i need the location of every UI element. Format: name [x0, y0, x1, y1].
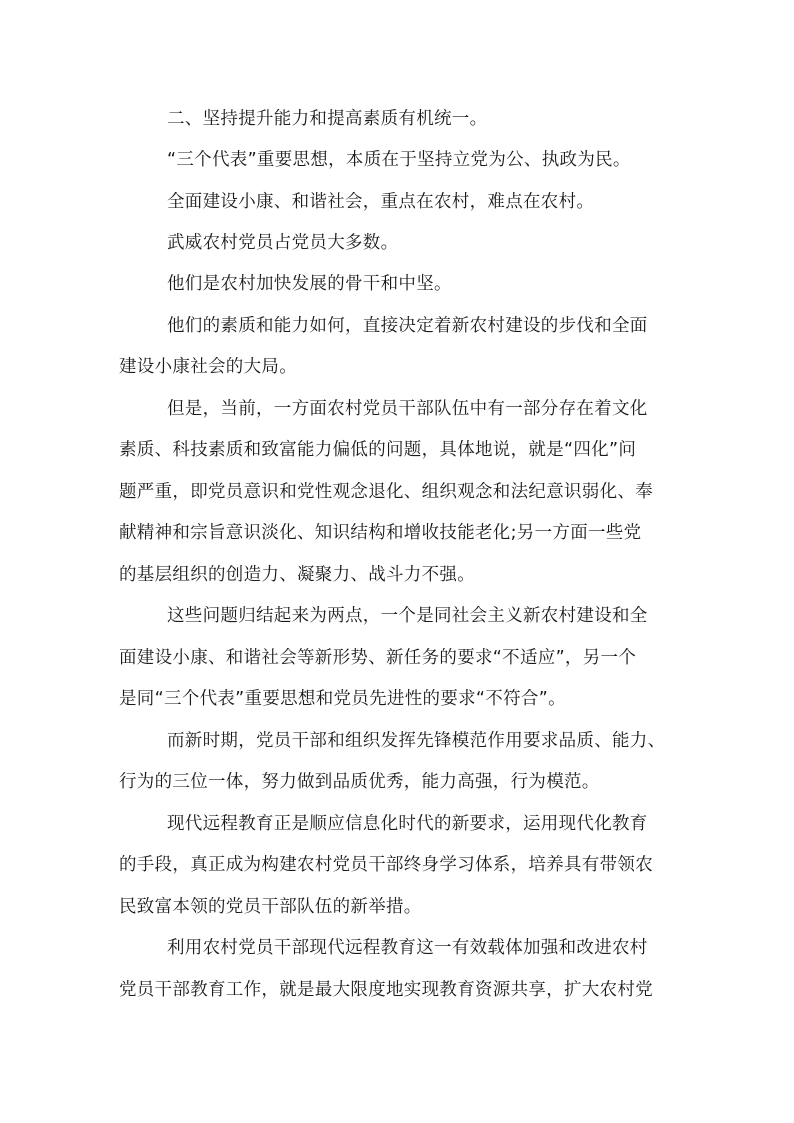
text-line: 题严重，即党员意识和党性观念退化、组织观念和法纪意识弱化、奉: [119, 482, 653, 502]
text-line: 而新时期，党员干部和组织发挥先锋模范作用要求品质、能力、: [167, 731, 666, 751]
section-heading: 二、坚持提升能力和提高素质有机统一。: [167, 109, 488, 129]
text-line: 但是，当前，一方面农村党员干部队伍中有一部分存在着文化: [167, 399, 648, 419]
text-line: 献精神和宗旨意识淡化、知识结构和增收技能老化;另一方面一些党: [119, 523, 642, 543]
text-line: 素质、科技素质和致富能力偏低的问题，具体地说，就是“四化”问: [119, 440, 637, 460]
text-line: 面建设小康、和谐社会等新形势、新任务的要求“不适应”，另一个: [119, 648, 637, 668]
text-line: “三个代表”重要思想，本质在于坚持立党为公、执政为民。: [167, 150, 631, 170]
text-line: 民致富本领的党员干部队伍的新举措。: [119, 897, 422, 917]
text-line: 的基层组织的创造力、凝聚力、战斗力不强。: [119, 565, 475, 585]
text-line: 行为的三位一体，努力做到品质优秀，能力高强，行为模范。: [119, 772, 600, 792]
text-line: 这些问题归结起来为两点，一个是同社会主义新农村建设和全: [167, 606, 648, 626]
text-line: 他们的素质和能力如何，直接决定着新农村建设的步伐和全面: [167, 316, 648, 336]
text-line: 他们是农村加快发展的骨干和中坚。: [167, 274, 452, 294]
text-line: 是同“三个代表”重要思想和党员先进性的要求“不符合”。: [119, 689, 566, 709]
text-line: 全面建设小康、和谐社会，重点在农村，难点在农村。: [167, 192, 595, 212]
text-line: 的手段，真正成为构建农村党员干部终身学习体系，培养具有带领农: [119, 855, 653, 875]
text-line: 建设小康社会的大局。: [119, 357, 297, 377]
text-line: 利用农村党员干部现代远程教育这一有效载体加强和改进农村: [167, 938, 648, 958]
text-line: 党员干部教育工作，就是最大限度地实现教育资源共享，扩大农村党: [119, 980, 653, 1000]
text-line: 武威农村党员占党员大多数。: [167, 233, 399, 253]
text-line: 现代远程教育正是顺应信息化时代的新要求，运用现代化教育: [167, 814, 648, 834]
